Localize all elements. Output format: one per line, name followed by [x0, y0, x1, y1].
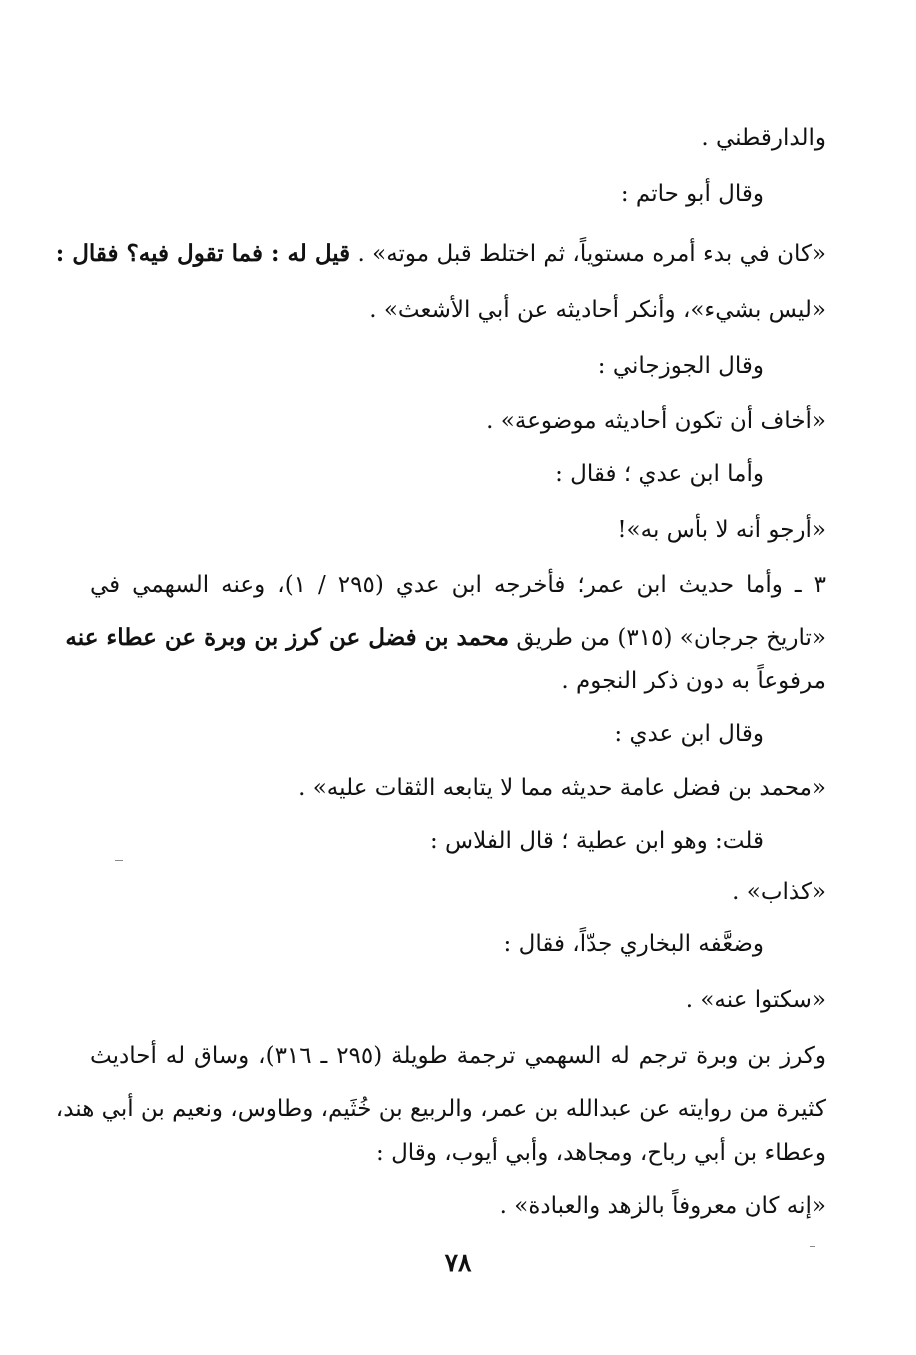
text-line	[55, 238, 826, 270]
text-line	[65, 622, 826, 654]
text-line: وأما ابن عدي ؛ فقال :	[555, 461, 764, 487]
bold-text: قيل له : فما تقول فيه؟ فقال :	[55, 240, 351, 267]
text-line: وقال ابن عدي :	[614, 721, 764, 747]
text-line: «أرجو أنه لا بأس به»!	[617, 517, 826, 543]
text-line: كثيرة من روايته عن عبدالله بن عمر، والربيع بن خُثَيم، وطاوس، ونعيم بن أبي هند،	[55, 1096, 826, 1122]
quote-text: «كان في بدء أمره مستوياً، ثم اختلط قبل موته» .	[357, 241, 826, 267]
text-line: «كذاب» .	[732, 879, 826, 905]
text-line: وقال أبو حاتم :	[620, 181, 764, 207]
scan-speck	[810, 1246, 815, 1247]
scan-speck	[115, 860, 123, 861]
text-line: وضعَّفه البخاري جدّاً، فقال :	[503, 931, 764, 957]
text-line: «محمد بن فضل عامة حديثه مما لا يتابعه الثقات عليه» .	[298, 775, 826, 801]
text-line: وكرز بن وبرة ترجم له السهمي ترجمة طويلة (٢٩٥ ـ ٣١٦)، وساق له أحاديث	[90, 1043, 826, 1069]
text-line: «أخاف أن تكون أحاديثه موضوعة» .	[486, 408, 826, 434]
text-line: «إنه كان معروفاً بالزهد والعبادة» .	[499, 1193, 826, 1219]
text-line: وعطاء بن أبي رباح، ومجاهد، وأبي أيوب، وقال :	[376, 1140, 826, 1166]
quote-text: «تاريخ جرجان» (٣١٥) من طريق	[516, 625, 826, 651]
text-line: وقال الجوزجاني :	[597, 353, 764, 379]
page-number: ٧٨	[444, 1248, 472, 1277]
text-line: «سكتوا عنه» .	[685, 987, 826, 1013]
bold-text: محمد بن فضل عن كرز بن وبرة عن عطاء عنه	[65, 624, 510, 651]
text-line: «ليس بشيء»، وأنكر أحاديثه عن أبي الأشعث» .	[369, 297, 826, 323]
text-line: مرفوعاً به دون ذكر النجوم .	[561, 668, 826, 694]
text-line: ٣ ـ وأما حديث ابن عمر؛ فأخرجه ابن عدي (٢٩٥ / ١)، وعنه السهمي في	[90, 572, 826, 598]
text-line: قلت: وهو ابن عطية ؛ قال الفلاس :	[429, 828, 764, 854]
text-line: والدارقطني .	[701, 125, 826, 151]
